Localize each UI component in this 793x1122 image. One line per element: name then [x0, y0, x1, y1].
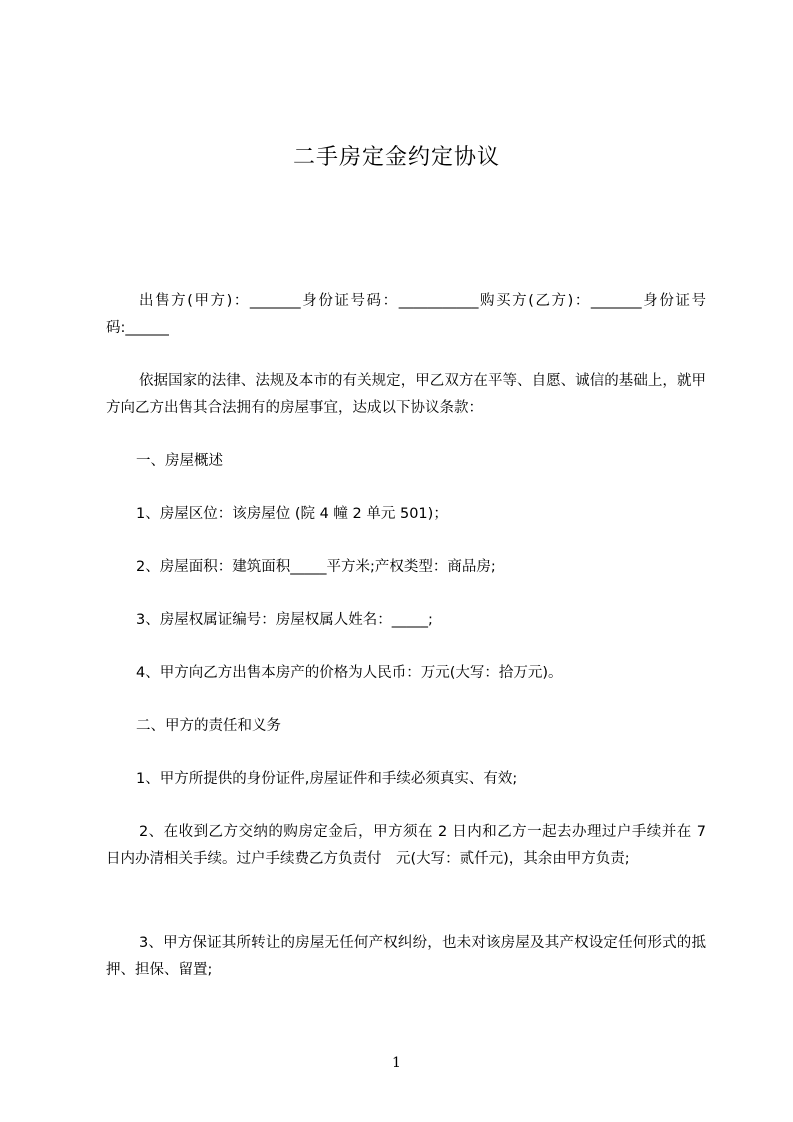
page-number: 1: [392, 1055, 401, 1071]
basis-paragraph: 依据国家的法律、法规及本市的有关规定，甲乙双方在平等、自愿、诚信的基础上，就甲方向乙方出售其合法拥有的房屋事宜，达成以下协议条款：: [106, 373, 706, 416]
clause-1-2: 2、房屋面积：建筑面积_____平方米;产权类型：商品房;: [136, 559, 496, 575]
clause-1-1: 1、房屋区位：该房屋位 (院 4 幢 2 单元 501)；: [136, 506, 448, 522]
parties-paragraph: 出售方(甲方)：_______身份证号码：___________购买方(乙方)：_______身份证号码:______: [106, 293, 706, 336]
clause-2-1: 1、甲方所提供的身份证件,房屋证件和手续必须真实、有效;: [136, 771, 518, 787]
clause-1-3: 3、房屋权属证编号：房屋权属人姓名：_____;: [136, 612, 433, 628]
section-heading-1: 一、房屋概述: [136, 453, 223, 469]
clause-2-2: 2、在收到乙方交纳的购房定金后，甲方须在 2 日内和乙方一起去办理过户手续并在 7 日内办清相关手续。过户手续费乙方负责付 元(大写：贰仟元)，其余由甲方负责;: [106, 824, 706, 867]
clause-1-4: 4、甲方向乙方出售本房产的价格为人民币：万元(大写：拾万元)。: [136, 665, 563, 681]
section-heading-2: 二、甲方的责任和义务: [136, 718, 281, 734]
clause-2-3: 3、甲方保证其所转让的房屋无任何产权纠纷，也未对该房屋及其产权设定任何形式的抵押、担保、留置;: [106, 935, 706, 978]
document-title: 二手房定金约定协议: [292, 145, 500, 170]
